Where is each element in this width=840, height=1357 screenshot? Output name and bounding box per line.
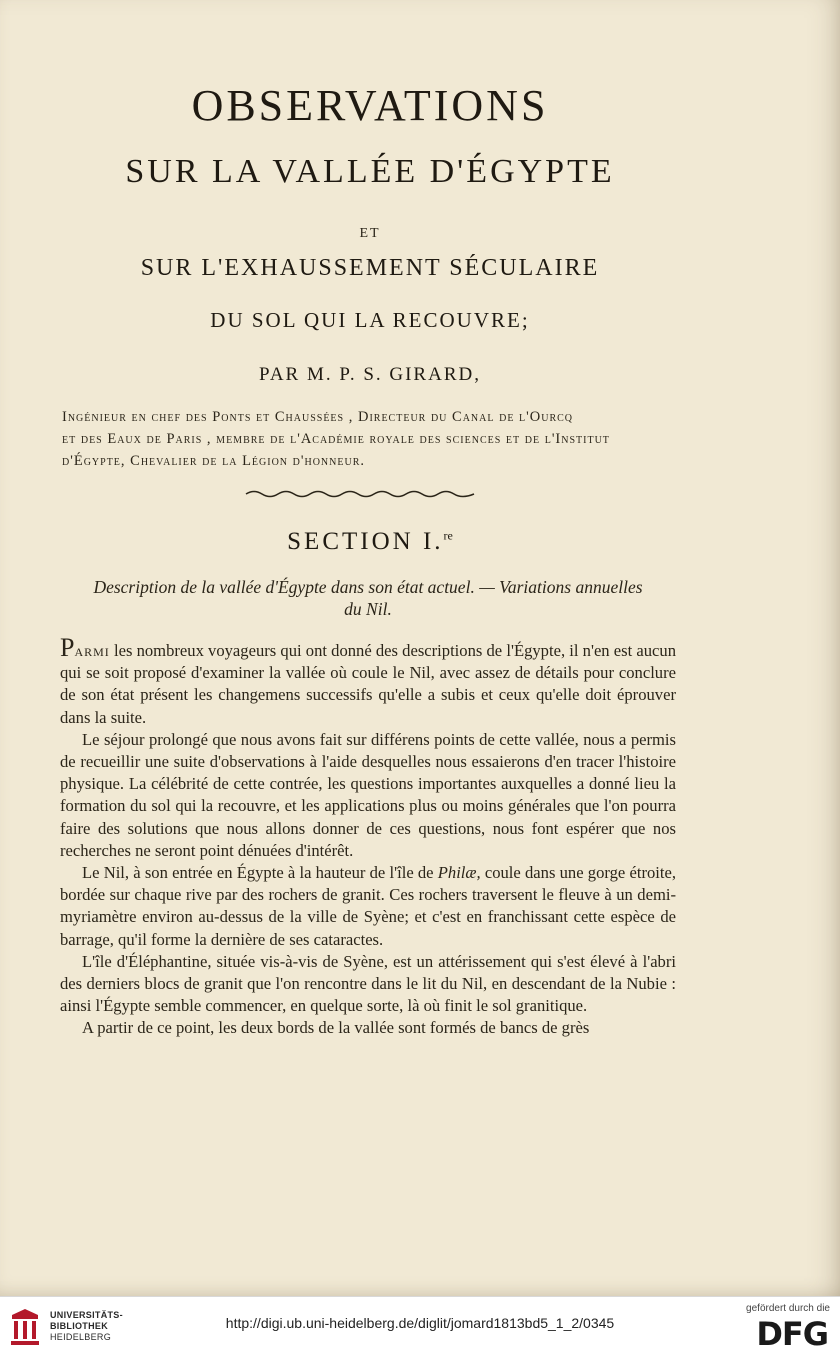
paragraph-3 [60,862,676,951]
title-line-1: OBSERVATIONS [191,81,549,130]
viewer-footer [0,1296,840,1357]
ornamental-rule [244,487,476,501]
paragraph-5: A partir de ce point, les deux bords de la vallée sont formés de bancs de grès [82,1018,590,1038]
subtitle-line-1: Description de la vallée d'Égypte dans son état actuel. — Variations annuelles [93,577,643,597]
section-heading [0,528,740,556]
author-byline: PAR M. P. S. GIRARD, [259,364,481,385]
drop-cap: P [60,633,75,662]
title-line-3: SUR L'EXHAUSSEMENT SÉCULAIRE [140,255,600,281]
paragraph-2: Le séjour prolongé que nous avons fait sur différens points de cette vallée, nous a permis de recueillir une suite d'observations à l'aide desquelles nous essaierons d'en tracer l'histoire physique. La célébrité de cette contrée, les questions importantes auxquelles a donné lieu la formation du sol qui la recouvre, et les applications plus ou moins générales que l'on pourra faire des solutions que nous allons donner de ces questions, nous font espérer que nos recherches ne seront point dénuées d'intérêt. [60,729,676,860]
paragraph-1 [60,633,676,729]
funding-label: gefördert durch die [746,1303,830,1314]
paragraph-1-text: les nombreux voyageurs qui ont donné des descriptions de l'Égypte, il n'en est aucun qui se soit proposé d'examiner la vallée où coule le Nil, avec assez de détails pour conclure de son état présent les changemens successifs qu'elle a subis et ceux qu'elle doit éprouver dans la suite. [60,641,676,727]
paragraph-3-text-a: Le Nil, à son entrée en Égypte à la hauteur de l'île de [82,863,438,883]
section-label: SECTION I. [287,528,444,555]
affiliation-line-2: et des Eaux de Paris , membre de l'Académie royale des sciences et de l'Institut [62,431,610,447]
author-affiliation [62,406,678,472]
permalink-url[interactable]: http://digi.ub.uni-heidelberg.de/diglit/jomard1813bd5_1_2/0345 [225,1315,615,1331]
affiliation-line-1: Ingénieur en chef des Ponts et Chaussées , Directeur du Canal de l'Ourcq [62,409,574,425]
dfg-logo[interactable]: DFG [756,1315,828,1353]
subtitle-line-2: du Nil. [344,599,392,619]
title-conjunction: ET [359,226,381,241]
title-line-4: DU SOL QUI LA RECOUVRE; [210,308,530,332]
library-name-line-3: HEIDELBERG [50,1332,112,1342]
paragraph-1-opening: armi [74,641,110,660]
title-line-2: SUR LA VALLÉE D'ÉGYPTE [125,153,615,190]
library-name-line-2: BIBLIOTHEK [50,1321,108,1331]
affiliation-line-3: d'Égypte, Chevalier de la Légion d'honneur. [62,453,366,469]
paragraph-4: L'île d'Éléphantine, située vis-à-vis de Syène, est un attérissement qui s'est élevé à l'abri des derniers blocs de granit que l'on rencontre dans le lit du Nil, en descendant de la Nubie : ainsi l'Égypte semble commencer, en quelque sorte, là où finit le sol granitique. [60,951,676,1016]
body-text [60,633,676,1040]
library-name-line-1: UNIVERSITÄTS- [50,1310,123,1320]
paragraph-3-text-b: coule dans une gorge étroite, bordée sur chaque rive par des rochers de granit. Ces rochers traversent le fleuve à un demi-myriamètre environ au-dessus de la ville de Syène; et c'est en franchissant cette espèce de barrage, qu'il forme la dernière de ses cataractes. [60,863,676,949]
paragraph-3-italic: Philæ, [437,863,481,883]
section-superscript: re [443,528,453,543]
section-subtitle [60,576,676,620]
